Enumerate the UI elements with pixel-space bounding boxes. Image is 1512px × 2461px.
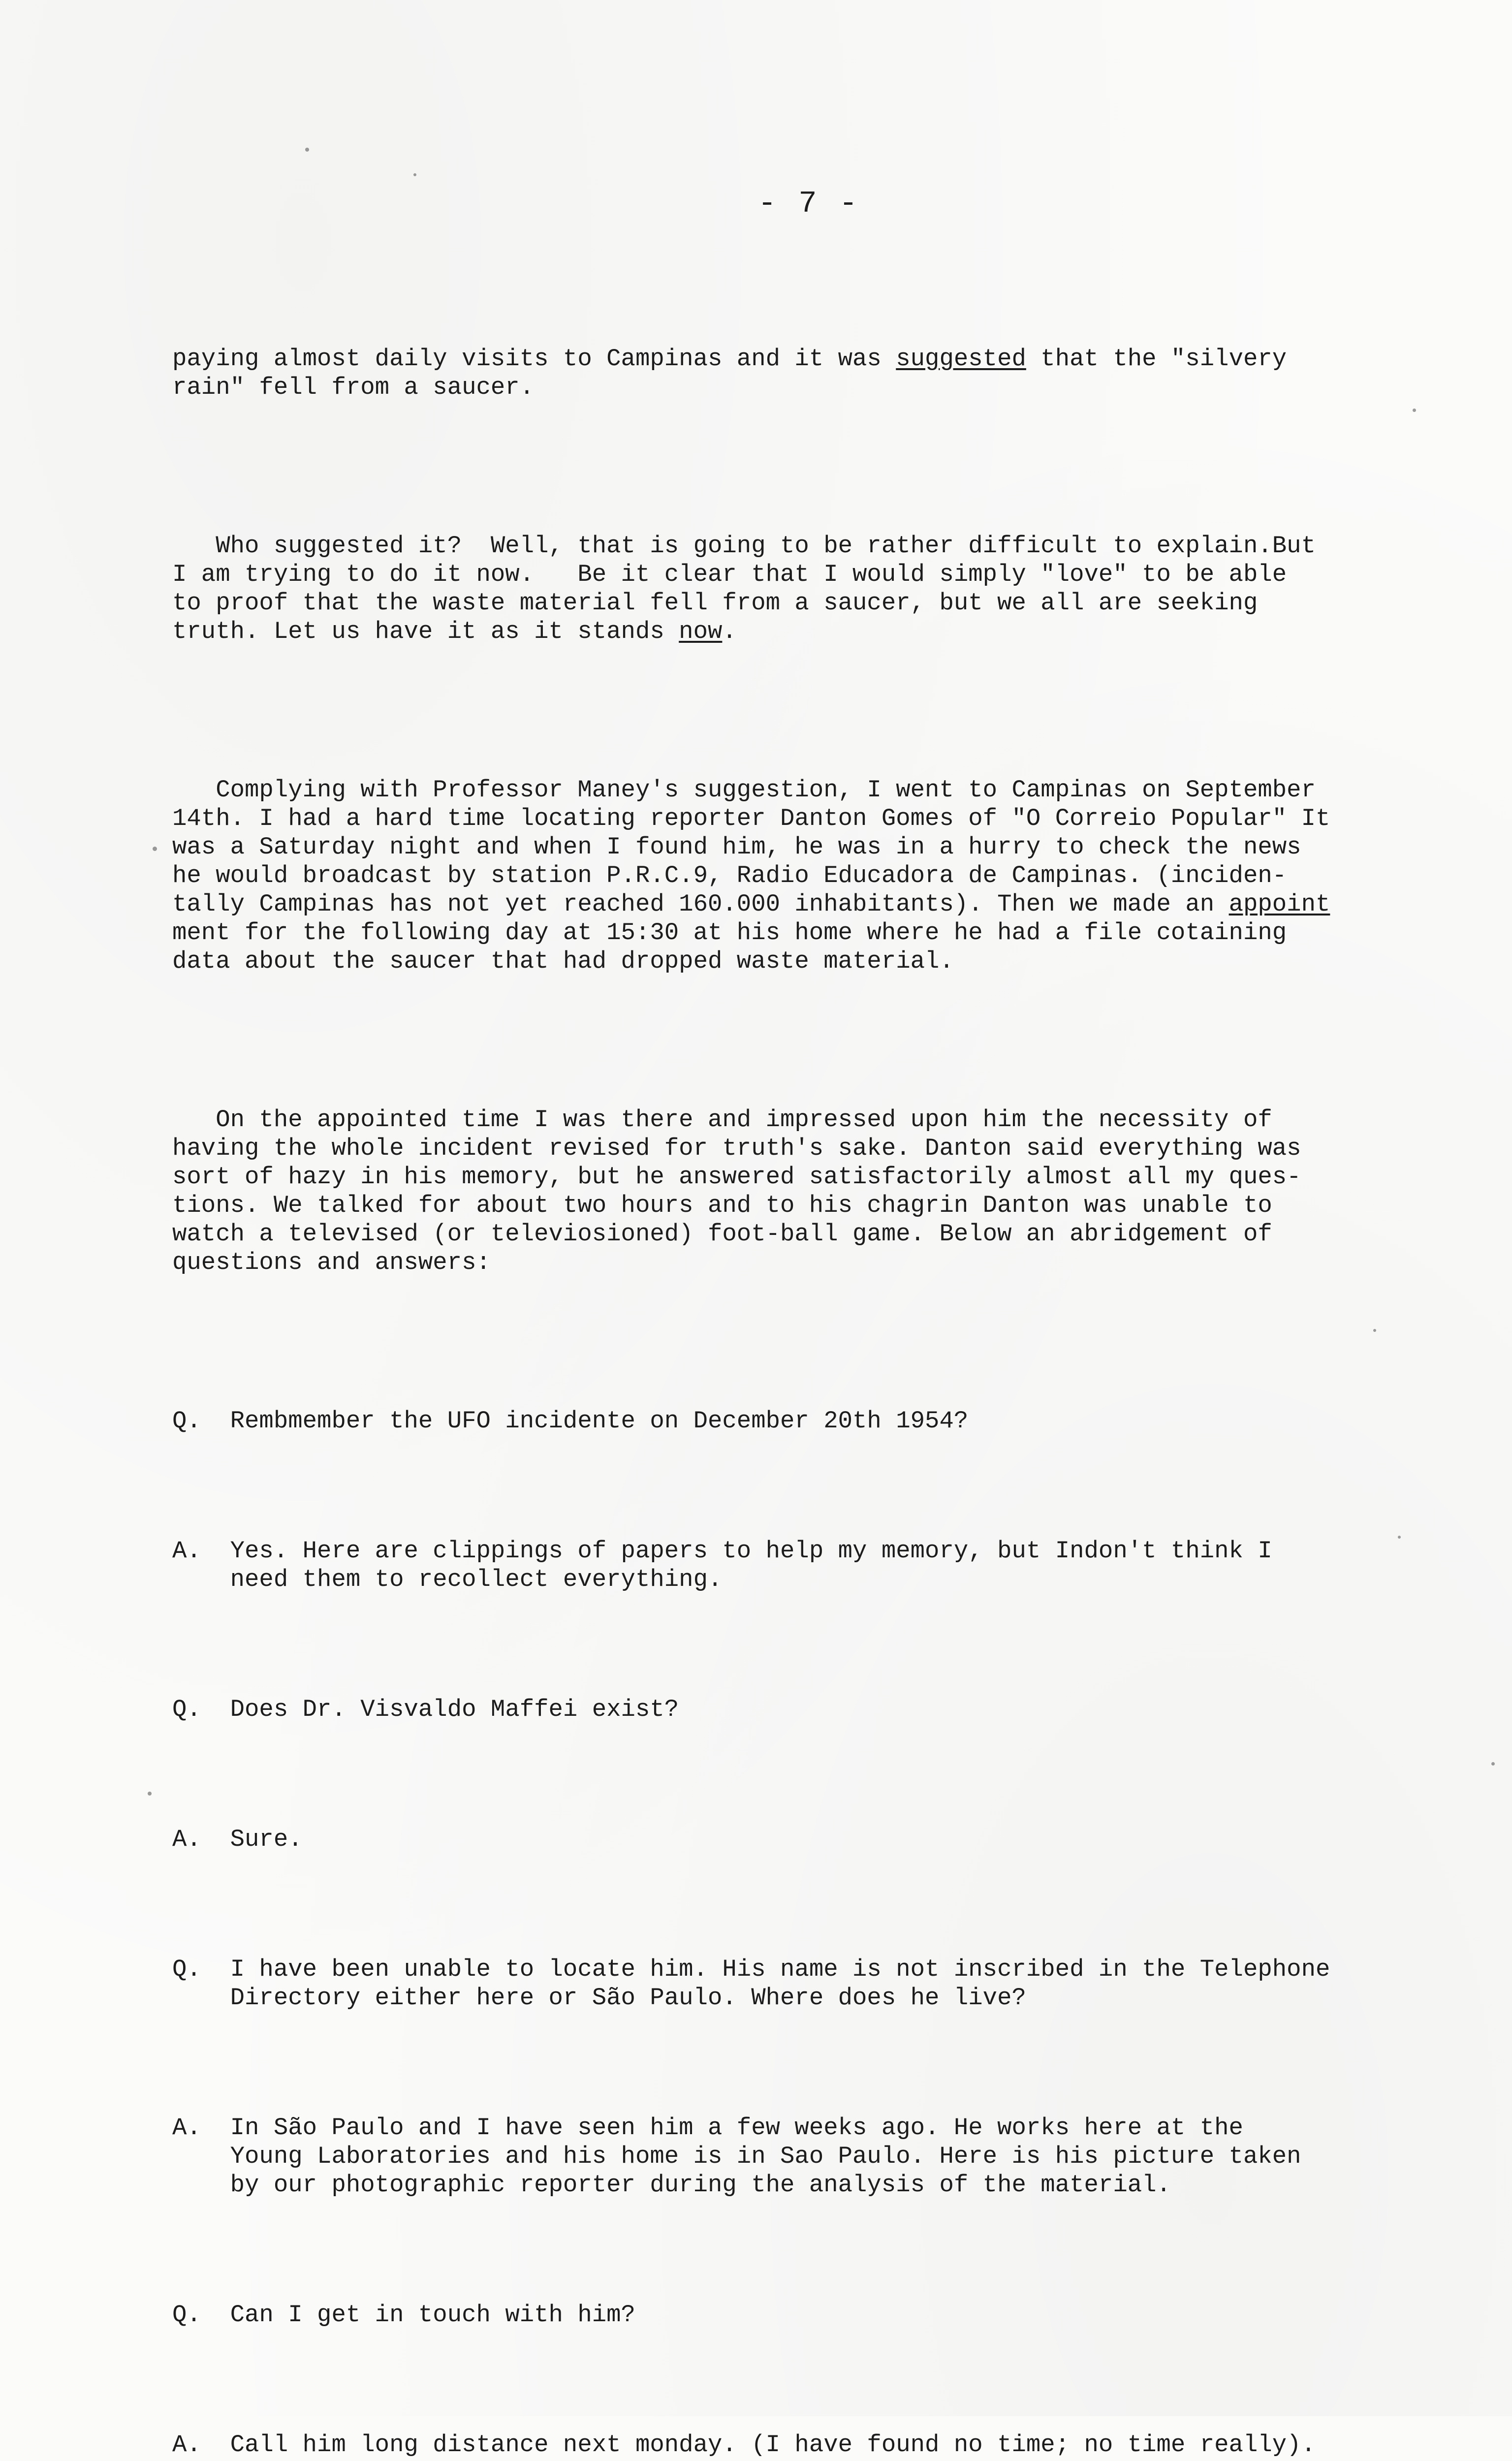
scan-speck bbox=[1413, 409, 1416, 412]
text-line: to proof that the waste material fell from a saucer, but we all are seeking bbox=[172, 589, 1258, 617]
qa-text: I have been unable to locate him. His name is not inscribed in the Telephone bbox=[230, 1956, 1330, 1983]
qa-label: A. bbox=[172, 1826, 201, 1853]
qa-label: A. bbox=[172, 2114, 201, 2142]
paragraph-silvery-rain bbox=[172, 345, 1462, 402]
paragraph-complying bbox=[172, 776, 1462, 976]
text-line: ment for the following day at 15:30 at his home where he had a file cotaining bbox=[172, 919, 1287, 947]
text-line: 14th. I had a hard time locating reporter Danton Gomes of "O Correio Popular" It bbox=[172, 805, 1330, 832]
text-line: data about the saucer that had dropped waste material. bbox=[172, 947, 954, 975]
text-line: having the whole incident revised for truth's sake. Danton said everything was bbox=[172, 1135, 1301, 1162]
text-line: Who suggested it? Well, that is going to be rather difficult to explain.But bbox=[172, 532, 1316, 560]
text-line: he would broadcast by station P.R.C.9, Radio Educadora de Campinas. (inciden- bbox=[172, 862, 1287, 889]
text-line: tally Campinas has not yet reached 160.000 inhabitants). Then we made an bbox=[172, 890, 1229, 918]
qa-text: Directory either here or São Paulo. Where does he live? bbox=[230, 1984, 1026, 2012]
scan-speck bbox=[413, 173, 416, 176]
qa-question bbox=[172, 2301, 1462, 2329]
qa-answer bbox=[172, 1537, 1462, 1594]
text-line: Complying with Professor Maney's suggestion, I went to Campinas on September bbox=[172, 776, 1316, 804]
qa-answer bbox=[172, 2114, 1462, 2199]
qa-label: Q. bbox=[172, 1696, 201, 1723]
page-number: - 7 - bbox=[758, 186, 860, 221]
text-line: . bbox=[722, 618, 737, 645]
scan-speck bbox=[153, 847, 157, 851]
text-line: I am trying to do it now. Be it clear that I would simply "love" to be able bbox=[172, 561, 1287, 588]
underlined-word: suggested bbox=[896, 345, 1026, 373]
qa-label: Q. bbox=[172, 1956, 201, 1983]
qa-question bbox=[172, 1955, 1462, 2012]
text-line: watch a televised (or televiosioned) foot-ball game. Below an abridgement of bbox=[172, 1220, 1272, 1248]
qa-text: Sure. bbox=[230, 1826, 303, 1853]
qa-label: Q. bbox=[172, 2301, 201, 2329]
text-line: questions and answers: bbox=[172, 1249, 491, 1276]
qa-answer bbox=[172, 1825, 1462, 1854]
underlined-word: appoint bbox=[1228, 890, 1330, 918]
scan-speck bbox=[1491, 1762, 1495, 1766]
text-line: was a Saturday night and when I found him, he was in a hurry to check the news bbox=[172, 833, 1301, 861]
paragraph-who-suggested bbox=[172, 532, 1462, 646]
qa-text: Rembmember the UFO incidente on December 20th 1954? bbox=[230, 1407, 969, 1435]
qa-text: Does Dr. Visvaldo Maffei exist? bbox=[230, 1696, 679, 1723]
qa-text: In São Paulo and I have seen him a few weeks ago. He works here at the bbox=[230, 2114, 1243, 2142]
qa-text: Call him long distance next monday. (I have found no time; no time really). bbox=[230, 2431, 1316, 2459]
qa-question bbox=[172, 1695, 1462, 1724]
text-line: paying almost daily visits to Campinas and it was bbox=[172, 345, 896, 373]
qa-question bbox=[172, 1407, 1462, 1435]
qa-text: need them to recollect everything. bbox=[230, 1566, 723, 1593]
qa-text: by our photographic reporter during the analysis of the material. bbox=[230, 2171, 1171, 2199]
text-line: rain" fell from a saucer. bbox=[172, 374, 535, 401]
document-body bbox=[172, 230, 1462, 2461]
qa-label: A. bbox=[172, 2431, 201, 2459]
paragraph-appointed-time bbox=[172, 1105, 1462, 1277]
scan-speck bbox=[305, 148, 309, 152]
text-line: sort of hazy in his memory, but he answered satisfactorily almost all my ques- bbox=[172, 1163, 1301, 1191]
qa-label: A. bbox=[172, 1537, 201, 1565]
text-line: tions. We talked for about two hours and to his chagrin Danton was unable to bbox=[172, 1192, 1272, 1219]
qa-text: Yes. Here are clippings of papers to help my memory, but Indon't think I bbox=[230, 1537, 1272, 1565]
qa-answer bbox=[172, 2430, 1462, 2459]
qa-text: Can I get in touch with him? bbox=[230, 2301, 635, 2329]
text-line: that the "silvery bbox=[1026, 345, 1287, 373]
qa-label: Q. bbox=[172, 1407, 201, 1435]
text-line: truth. Let us have it as it stands bbox=[172, 618, 679, 645]
text-line: On the appointed time I was there and impressed upon him the necessity of bbox=[172, 1106, 1272, 1134]
scan-speck bbox=[148, 1792, 152, 1796]
underlined-word: now bbox=[679, 618, 723, 645]
qa-text: Young Laboratories and his home is in Sao Paulo. Here is his picture taken bbox=[230, 2143, 1301, 2170]
scan-speck bbox=[1373, 1329, 1376, 1332]
scan-speck bbox=[1398, 1536, 1401, 1539]
